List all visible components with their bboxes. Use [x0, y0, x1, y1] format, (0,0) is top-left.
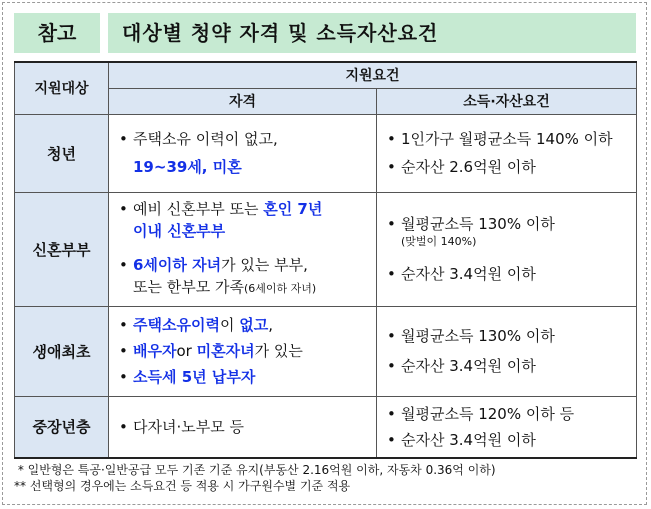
asset-line: 순자산 3.4억원 이하 — [401, 265, 536, 283]
eligibility-text: 가 있는 부부, — [221, 256, 308, 274]
eligibility-highlight: 혼인 7년 — [263, 200, 323, 218]
eligibility-highlight: 6세이하 자녀 — [133, 256, 222, 274]
table-row — [15, 306, 637, 396]
eligibility-table — [14, 61, 637, 459]
income-line: 월평균소득 130% 이하 — [401, 327, 555, 345]
income-cell: • 월평균소득 130% 이하 (맞벌이 140%) • 순자산 3.4억원 이하 — [377, 192, 637, 306]
eligibility-cell: • 예비 신혼부부 또는 혼인 7년 이내 신혼부부 • 6세이하 자녀가 있는 부부, 또는 한부모 가족(6세이하 자녀) — [109, 192, 377, 306]
table-row — [15, 192, 637, 306]
row-label-youth: 청년 — [15, 114, 109, 192]
income-cell: • 월평균소득 130% 이하 • 순자산 3.4억원 이하 — [377, 306, 637, 396]
row-label-newlyweds: 신혼부부 — [15, 192, 109, 306]
row-label-middle-aged: 중장년층 — [15, 396, 109, 458]
title-box — [108, 13, 636, 53]
eligibility-highlight: 소득세 5년 납부자 — [133, 368, 256, 386]
row-label-first-time: 생애최초 — [15, 306, 109, 396]
eligibility-highlight: 배우자 — [133, 342, 177, 360]
asset-line: 순자산 3.4억원 이하 — [401, 357, 536, 375]
reference-tag: 참고 — [14, 13, 100, 53]
footnote: ** 선택형의 경우에는 소득요건 등 적용 시 가구원수별 기준 적용 — [14, 479, 351, 493]
eligibility-highlight: 이내 신혼부부 — [133, 222, 226, 240]
income-cell: • 월평균소득 120% 이하 등 • 순자산 3.4억원 이하 — [377, 396, 637, 458]
eligibility-cell: • 주택소유이력이 없고, • 배우자or 미혼자녀가 있는 • 소득세 5년 납부자 — [109, 306, 377, 396]
table-row — [15, 114, 637, 192]
col-header-income: 소득·자산요건 — [377, 88, 637, 114]
income-line: 월평균소득 130% 이하 — [401, 215, 555, 233]
footnotes — [14, 462, 496, 494]
col-header-requirements: 지원요건 — [109, 62, 637, 88]
eligibility-highlight: 없고 — [239, 316, 269, 334]
table-row — [15, 396, 637, 458]
eligibility-highlight: 미혼자녀 — [196, 342, 255, 360]
eligibility-line: 다자녀·노부모 등 — [133, 417, 244, 436]
eligibility-text: 예비 신혼부부 또는 — [133, 200, 264, 218]
asset-line: 순자산 3.4억원 이하 — [401, 430, 536, 449]
eligibility-cell: • 다자녀·노부모 등 — [109, 396, 377, 458]
eligibility-cell: • 주택소유 이력이 없고, 19~39세, 미혼 — [109, 114, 377, 192]
eligibility-line: 주택소유 이력이 없고, — [133, 130, 278, 148]
col-header-target: 지원대상 — [15, 62, 109, 114]
income-cell: • 1인가구 월평균소득 140% 이하 • 순자산 2.6억원 이하 — [377, 114, 637, 192]
eligibility-highlight: 주택소유이력 — [133, 316, 220, 334]
page-title: 대상별 청약 자격 및 소득자산요건 — [122, 21, 439, 45]
eligibility-text: 또는 한부모 가족 — [133, 278, 244, 296]
footnote: * 일반형은 특공·일반공급 모두 기존 기준 유지(부동산 2.16억원 이하, 자동차 0.36억 이하) — [14, 463, 496, 477]
eligibility-text: or — [176, 342, 197, 360]
eligibility-text: 이 — [219, 316, 240, 334]
eligibility-text: 가 있는 — [254, 342, 303, 360]
eligibility-text: , — [268, 316, 273, 334]
eligibility-note: (6세이하 자녀) — [243, 282, 317, 295]
income-line: 1인가구 월평균소득 140% 이하 — [401, 130, 613, 148]
income-note: (맞벌이 140%) — [401, 235, 477, 248]
col-header-eligibility: 자격 — [109, 88, 377, 114]
income-line: 월평균소득 120% 이하 등 — [401, 404, 575, 423]
asset-line: 순자산 2.6억원 이하 — [401, 158, 536, 176]
eligibility-highlight: 19~39세, 미혼 — [133, 158, 242, 176]
section-header — [14, 13, 636, 53]
